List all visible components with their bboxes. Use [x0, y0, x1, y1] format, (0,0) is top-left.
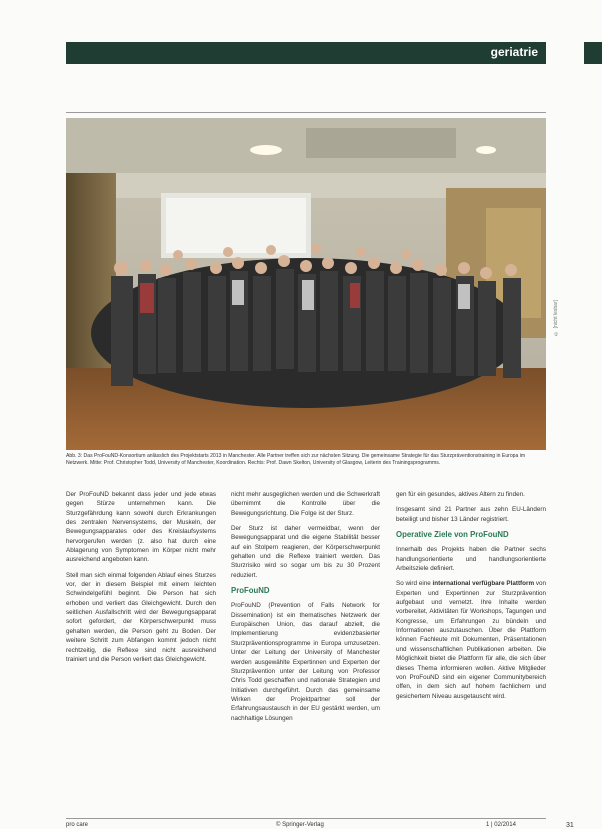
footer-publisher: © Springer-Verlag — [276, 822, 324, 828]
paragraph: nicht mehr ausgeglichen werden und die Schwerkraft übernimmt die Kontrolle über die Bewegungsrichtung. Die Folge ist der Sturz. — [231, 491, 380, 517]
section-heading-operative-goals: Operative Ziele von ProFouND — [396, 530, 509, 540]
header-edge-mark — [584, 42, 602, 64]
paragraph: gen für ein gesundes, aktives Altern zu finden. — [396, 491, 525, 498]
section-header-bar — [66, 42, 546, 64]
top-rule — [66, 112, 546, 113]
article-column-3 — [396, 490, 546, 707]
paragraph: Innerhalb des Projekts haben die Partner sechs handlungsorientierte und handlungsorientierte Arbeitsziele definiert. — [396, 546, 546, 573]
page-number: 31 — [566, 822, 574, 829]
paragraph: ProFouND (Prevention of Falls Network for Dissemination) ist ein thematisches Netzwerk der Europäischen Union, das darauf abzielt, die Implementierung evidenzbasierter Sturzpräventionsprogramme in Europa umzusetzen. Unter der Leitung der University of Manchester werden ausgewählte Expertinnen und Experten der Sturzprävention unter der Leitung von Professor Chris Todd geschaffen und nationale Strategien und Initiativen durchgeführt. Durch das gemeinsame Wirken der Projektpartner soll der Erfahrungsaustausch in der EU gestärkt werden, um nachhaltige Lösungen — [231, 602, 380, 722]
paragraph: Der Sturz ist daher vermeidbar, wenn der Bewegungsapparat und die eigene Stabilität besser auf ein Stolpern reagieren, der Körperschwerpunkt gehalten und die Reflexe trainiert werden. Das Sturzrisiko wird so sogar um bis zu 30 Prozent reduziert. — [231, 525, 380, 579]
section-tag: geriatrie — [490, 45, 538, 59]
paragraph: Insgesamt sind 21 Partner aus zehn EU-Ländern beteiligt und bisher 13 Länder registriert. — [396, 506, 546, 523]
article-column-1 — [66, 490, 216, 670]
article-column-2 — [231, 490, 380, 729]
paragraph: Der ProFouND bekannt dass jeder und jede etwas gegen Stürze unternehmen kann. Die Sturzgefährdung kann sowohl durch Erkrankungen des zentralen Nervensystems, der Muskeln, der Bewegungsapparates oder des Kreislaufsystems hervorgerufen werden (z. also hat durch eine Ablagerung von Symptomen im Körper nicht mehr ausreichend angeboten kann. — [66, 491, 216, 564]
footer-rule — [66, 818, 546, 819]
bold-phrase: international verfügbare Plattform — [432, 580, 535, 588]
footer-issue: 1 | 02/2014 — [486, 822, 516, 828]
footer-magazine-name: pro care — [66, 822, 89, 828]
paragraph: Stell man sich einmal folgenden Ablauf eines Sturzes vor, der in diesem Beispiel mit einem leichten Schwindelgefühl beginnt. Die Person hat sich erhoben und verliert das Gleichgewicht. Durch den seitlichen Ausfallschritt wird der Bewegungsapparat sofort gefordert, der Körperschwerpunkt muss gehalten werden, die Person geht zu Boden. Der weitere Schritt zum Abfangen kommt jedoch nicht rechtzeitig, die Reflexe sind nicht ausreichend trainiert und die Person verliert das Gleichgewicht. — [66, 571, 216, 663]
photo-credit: © [nicht lesbar] — [553, 300, 559, 336]
photo-caption: Abb. 3: Das ProFouND-Konsortium anlässlich des Projektstarts 2013 in Manchester. Alle Partner treffen sich zur nächsten Sitzung. Die gemeinsame Strategie für das Sturzpräventionstraining in Europa im Netzwerk. Mitte: Prof. Christopher Todd, University of Manchester, Koordination. Rechts: Prof. Dawn Skelton, University of Glasgow, Leiterin des Trainingsprogramms. — [66, 453, 526, 466]
paragraph: So wird eine international verfügbare Plattform von Experten und Expertinnen zur Sturzprävention aufgebaut und vernetzt. Ihre Inhalte werden vorbereitet, Aktivitäten für Workshops, Tagungen und Kongresse, um Erfahrungen zu bündeln und Informationen auszutauschen. Über die Plattform können Fachleute mit Dokumenten, Präsentationen und wissenschaftlichen Publikationen arbeiten. Die Möglichkeit bietet die Plattform für alle, die sich über dieses Thema informieren wollen. Aktive Mitglieder von ProFouND sind ein eigener Communitybereich offen, in dem sich auf hohem fachlichem und gesichertem Niveau ausgetauscht wird. — [396, 580, 547, 700]
section-heading-profound: ProFouND — [231, 586, 270, 596]
group-photo — [66, 118, 546, 450]
